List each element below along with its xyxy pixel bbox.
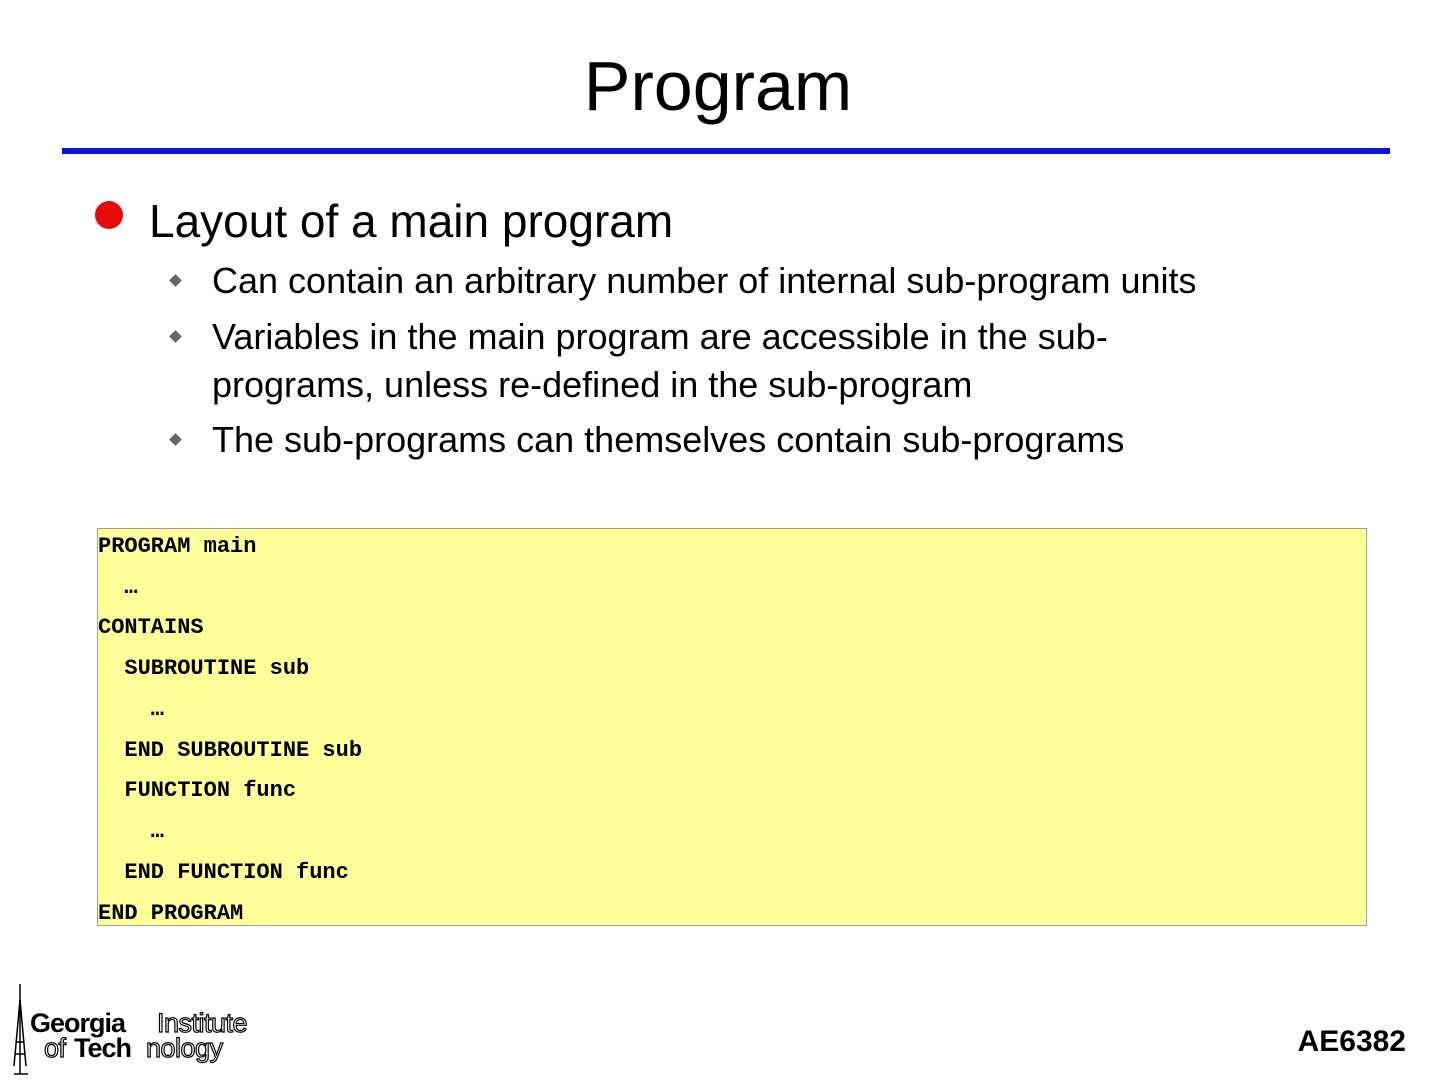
svg-text:Institute: Institute [157, 1008, 248, 1038]
code-line: … [98, 697, 165, 722]
georgia-tech-logo [12, 982, 294, 1076]
code-line: … [98, 575, 138, 600]
red-dot-bullet-icon [95, 201, 123, 229]
code-line: SUBROUTINE sub [98, 656, 310, 681]
diamond-bullet-icon [169, 433, 182, 446]
code-block [97, 528, 1367, 926]
svg-text:Georgia: Georgia [30, 1008, 126, 1038]
sub-bullet: The sub-programs can themselves contain sub-programs [212, 419, 1125, 460]
title-divider [62, 148, 1390, 154]
svg-text:Tech: Tech [74, 1033, 132, 1063]
diamond-bullet-icon [169, 274, 182, 287]
bullet-main: Layout of a main program [149, 195, 674, 247]
svg-text:nology: nology [146, 1033, 223, 1063]
svg-text:of: of [44, 1033, 66, 1063]
diamond-bullet-icon [169, 330, 182, 343]
code-line: CONTAINS [98, 615, 204, 640]
code-line: END FUNCTION func [98, 860, 349, 885]
code-line: END PROGRAM [98, 901, 244, 926]
code-line: PROGRAM main [98, 534, 257, 559]
code-line: END SUBROUTINE sub [98, 738, 363, 763]
sub-bullet: Can contain an arbitrary number of internal sub-program units [212, 260, 1197, 301]
sub-bullet: Variables in the main program are accessible in the sub-programs, unless re-defined in the sub-program [212, 316, 1108, 405]
slide-title: Program [583, 47, 853, 125]
code-line: … [98, 819, 165, 844]
code-line: FUNCTION func [98, 778, 297, 803]
course-code: AE6382 [1297, 1025, 1406, 1058]
